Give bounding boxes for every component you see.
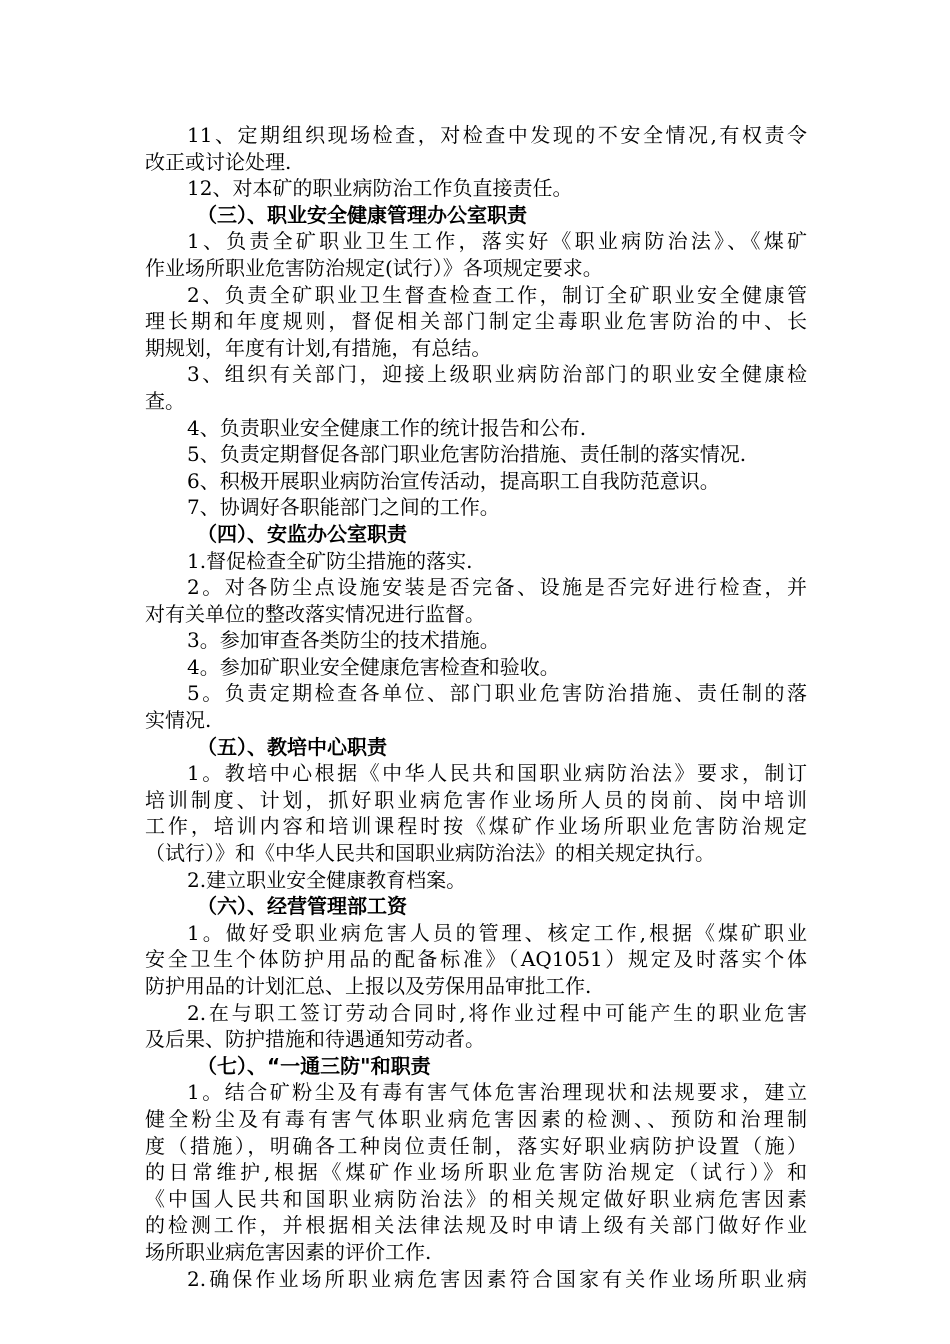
section-heading: （六）、经营管理部工资 (197, 894, 407, 919)
text-line: 3、组织有关部门，迎接上级职业病防治部门的职业安全健康检 (187, 362, 807, 387)
text-line: 的检测工作，并根据相关法律法规及时申请上级有关部门做好作业 (145, 1213, 807, 1238)
text-line: 2.在与职工签订劳动合同时,将作业过程中可能产生的职业危害 (187, 1000, 807, 1025)
text-line: 及后果、防护措施和待遇通知劳动者。 (145, 1027, 485, 1052)
section-heading: （三）、职业安全健康管理办公室职责 (197, 202, 527, 227)
text-line: 作业场所职业危害防治规定(试行）》各项规定要求。 (145, 255, 603, 280)
text-line: 1.督促检查全矿防尘措施的落实. (187, 548, 473, 573)
text-line: 4。参加矿职业安全健康危害检查和验收。 (187, 654, 560, 679)
document-page (145, 122, 807, 1292)
text-line: 改正或讨论处理. (145, 149, 292, 174)
text-line: 1。教培中心根据《中华人民共和国职业病防治法》要求，制订 (187, 761, 807, 786)
section-heading: （五）、教培中心职责 (197, 734, 387, 759)
text-line: 期规划，年度有计划,有措施，有总结。 (145, 335, 492, 360)
text-line: （试行）》和《中华人民共和国职业病防治法》的相关规定执行。 (145, 841, 715, 866)
section-heading: （四）、安监办公室职责 (197, 521, 407, 546)
text-line: 1、负责全矿职业卫生工作，落实好《职业病防治法》、《煤矿 (187, 229, 807, 254)
text-line: 7、协调好各职能部门之间的工作。 (187, 495, 500, 520)
text-line: 2.确保作业场所职业病危害因素符合国家有关作业场所职业病 (187, 1266, 807, 1291)
text-line: 12、对本矿的职业病防治工作负直接责任。 (187, 176, 573, 201)
text-line: 6、积极开展职业病防治宣传活动，提高职工自我防范意识。 (187, 468, 720, 493)
text-line: 2.建立职业安全健康教育档案。 (187, 867, 467, 892)
text-line: 对有关单位的整改落实情况进行监督。 (145, 601, 485, 626)
text-line: 5。负责定期检查各单位、部门职业危害防治措施、责任制的落 (187, 681, 807, 706)
text-line: 2。对各防尘点设施安装是否完备、设施是否完好进行检查，并 (187, 575, 807, 600)
text-line: 场所职业病危害因素的评价工作. (145, 1239, 432, 1264)
text-line: 2、负责全矿职业卫生督查检查工作，制订全矿职业安全健康管 (187, 282, 807, 307)
text-line: 理长期和年度规则，督促相关部门制定尘毒职业危害防治的中、长 (145, 309, 807, 334)
section-heading: （七）、“一通三防"和职责 (197, 1053, 431, 1078)
text-line: 5、负责定期督促各部门职业危害防治措施、责任制的落实情况. (187, 442, 747, 467)
text-line: 4、负责职业安全健康工作的统计报告和公布. (187, 415, 587, 440)
text-line: 《中国人民共和国职业病防治法》的相关规定做好职业病危害因素 (145, 1186, 807, 1211)
text-line: 的日常维护,根据《煤矿作业场所职业危害防治规定（试行）》和 (145, 1160, 807, 1185)
text-line: 3。参加审查各类防尘的技术措施。 (187, 628, 500, 653)
text-line: 度（措施），明确各工种岗位责任制，落实好职业病防护设置（施） (145, 1133, 807, 1158)
text-line: 1。做好受职业病危害人员的管理、核定工作,根据《煤矿职业 (187, 920, 807, 945)
text-line: 查。 (145, 388, 185, 413)
text-line: 安全卫生个体防护用品的配备标准》（AQ1051）规定及时落实个体 (145, 947, 807, 972)
text-line: 实情况. (145, 708, 212, 733)
text-line: 1。结合矿粉尘及有毒有害气体危害治理现状和法规要求，建立 (187, 1080, 807, 1105)
text-line: 防护用品的计划汇总、上报以及劳保用品审批工作. (145, 974, 592, 998)
text-line: 11、定期组织现场检查，对检查中发现的不安全情况,有权责令 (187, 123, 807, 147)
text-line: 培训制度、计划，抓好职业病危害作业场所人员的岗前、岗中培训 (145, 787, 807, 812)
text-line: 工作，培训内容和培训课程时按《煤矿作业场所职业危害防治规定 (145, 814, 807, 839)
text-line: 健全粉尘及有毒有害气体职业病危害因素的检测、、预防和治理制 (145, 1106, 807, 1131)
